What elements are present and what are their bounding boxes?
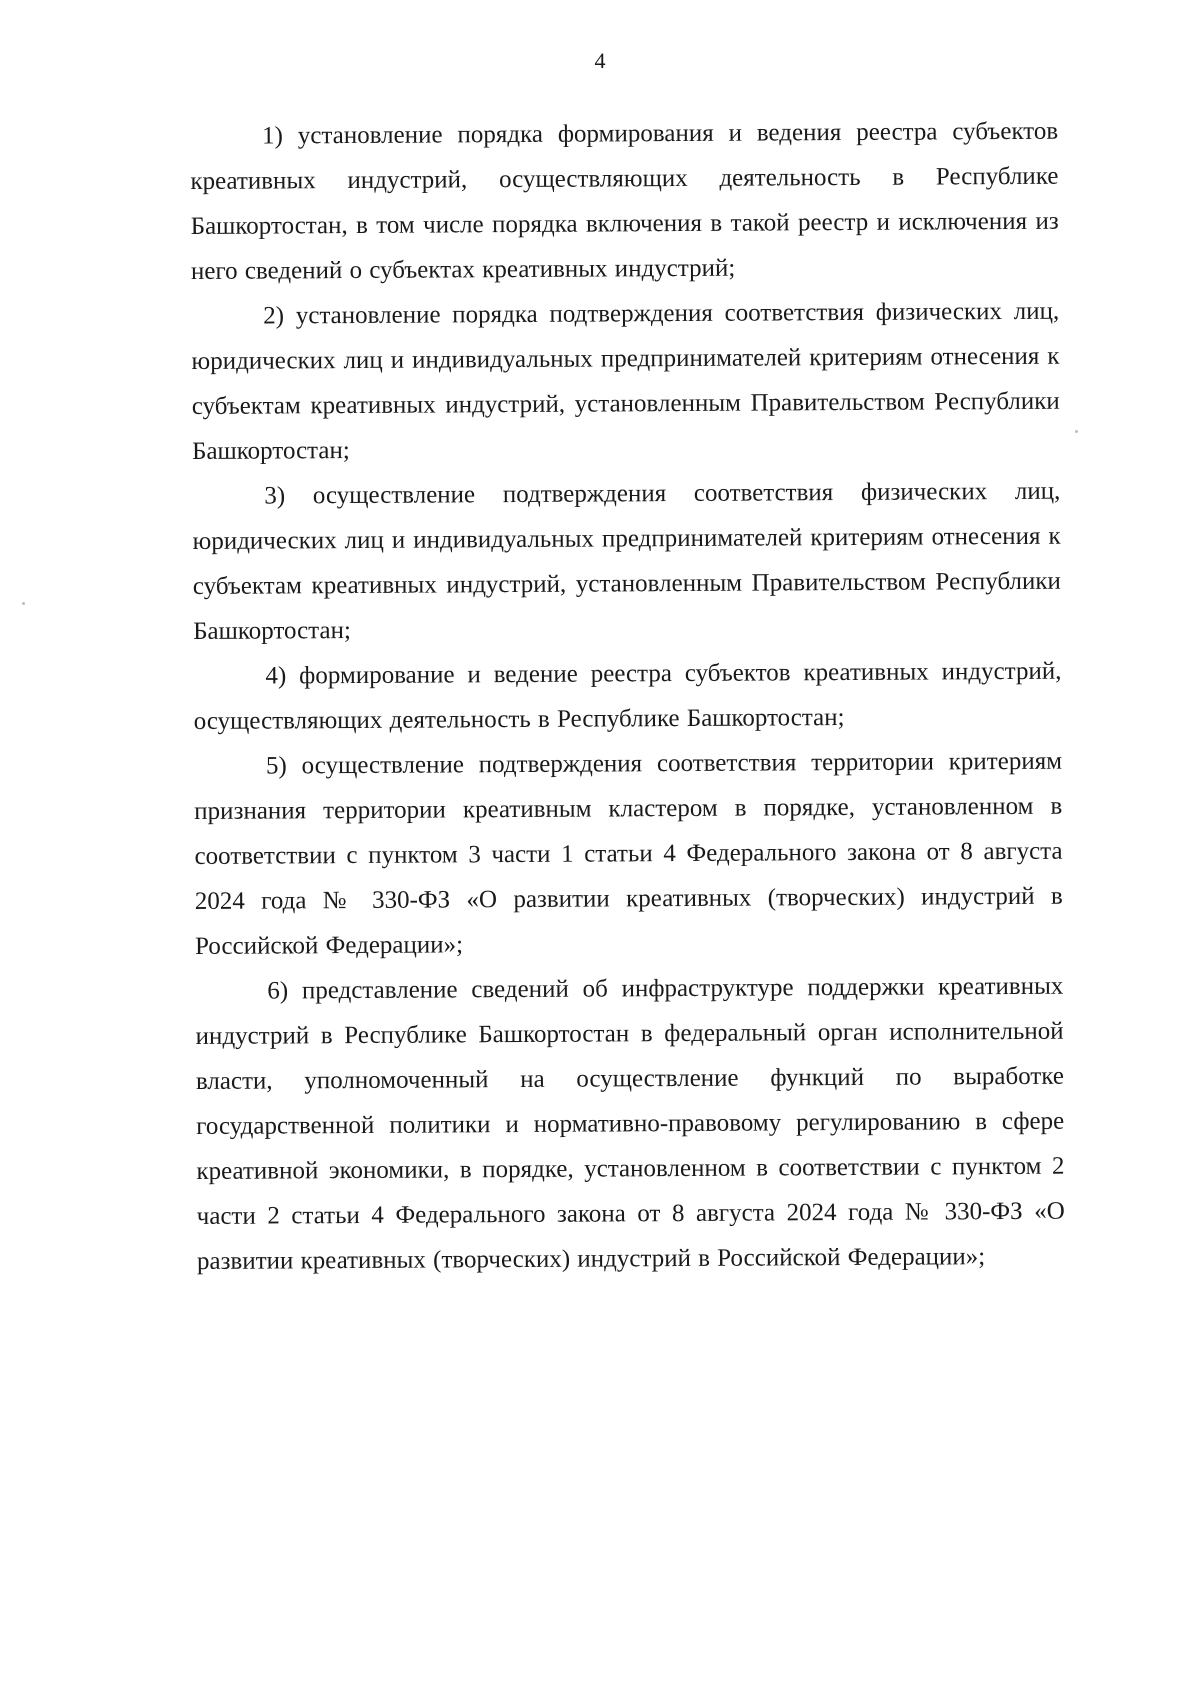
scan-speck bbox=[22, 602, 25, 605]
list-item-5: 5) осуществление подтверждения соответствия территории критериям признания территории креативным кластером в порядке, установленном в соответствии с пунктом 3 части 1 статьи 4 Федерального закона от 8 августа 2024 года № 330-ФЗ «О развитии креативных (творческих) индустрий в Российской Федерации»; bbox=[194, 747, 1063, 960]
list-item-6: 6) представление сведений об инфраструктуре поддержки креативных индустрий в Республике Башкортостан в федеральный орган исполнительной власти, уполномоченный на осуществление функций по выработке государственной политики и нормативно-правовому регулированию в сфере креативной экономики, в порядке, установленном в соответствии с пунктом 2 части 2 статьи 4 Федерального закона от 8 августа 2024 года № 330-ФЗ «О развитии креативных (творческих) индустрий в Российской Федерации»; bbox=[195, 972, 1065, 1275]
document-body bbox=[190, 109, 1065, 1284]
scan-speck bbox=[1075, 430, 1078, 433]
list-item-3: 3) осуществление подтверждения соответствия физических лиц, юридических лиц и индивидуальных предпринимателей критериям отнесения к субъектам креативных индустрий, установленным Правительством Республики Башкортостан; bbox=[192, 477, 1061, 645]
list-item-1: 1) установление порядка формирования и ведения реестра субъектов креативных индустрий, осуществляющих деятельность в Республике Башкортостан, в том числе порядка включения в такой реестр и исключения из него сведений о субъектах креативных индустрий; bbox=[190, 117, 1059, 285]
list-item-4: 4) формирование и ведение реестра субъектов креативных индустрий, осуществляющих деятельность в Республике Башкортостан; bbox=[193, 657, 1062, 735]
page-number: 4 bbox=[594, 48, 606, 73]
list-item-2: 2) установление порядка подтверждения соответствия физических лиц, юридических лиц и индивидуальных предпринимателей критериям отнесения к субъектам креативных индустрий, установленным Правительством Республики Башкортостан; bbox=[191, 297, 1060, 465]
